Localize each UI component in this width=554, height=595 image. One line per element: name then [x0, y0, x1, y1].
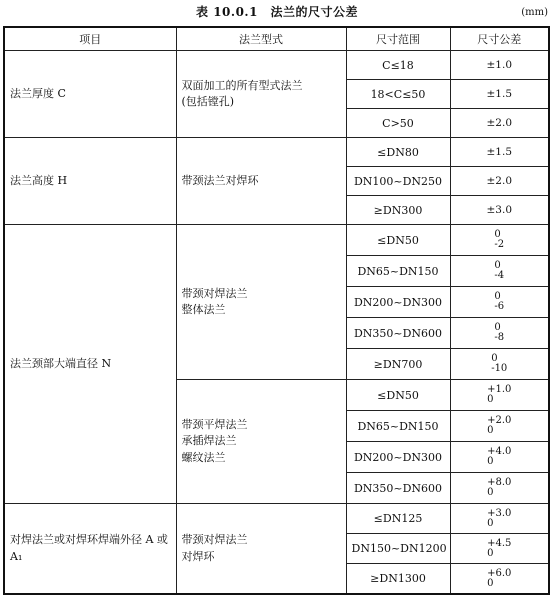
lower-deviation: -6 [494, 301, 505, 312]
flange-type-cell [176, 51, 346, 138]
tolerance-cell [450, 349, 549, 380]
lower-deviation: 0 [487, 456, 494, 467]
tolerance-value: ±2.0 [486, 175, 512, 187]
tolerance-cell [450, 442, 549, 473]
size-range-cell: ≥DN1300 [346, 564, 450, 595]
tolerance-stack [487, 478, 511, 498]
header-item: 项目 [4, 27, 176, 51]
table-row [4, 504, 549, 534]
tolerance-stack [491, 354, 507, 374]
size-range-cell: DN65~DN150 [346, 256, 450, 287]
tolerance-cell [450, 80, 549, 109]
flange-type-line: 带颈对焊法兰 [181, 533, 248, 546]
size-range-cell: DN350~DN600 [346, 318, 450, 349]
table-body [4, 51, 549, 595]
header-flange-type: 法兰型式 [176, 27, 346, 51]
tolerance-cell [450, 318, 549, 349]
item-cell: 法兰颈部大端直径 N [4, 225, 176, 504]
lower-deviation: 0 [487, 547, 494, 559]
table-row [4, 138, 549, 167]
tolerance-cell [450, 534, 549, 564]
tolerance-value: ±2.0 [486, 117, 512, 129]
lower-deviation: -10 [491, 363, 508, 374]
tolerance-value: ±1.0 [486, 59, 512, 71]
flange-type-line: 带颈法兰对焊环 [181, 173, 259, 187]
tolerance-cell [450, 167, 549, 196]
upper-deviation: 0 [494, 260, 501, 271]
flange-type-line: 双面加工的所有型式法兰 [181, 78, 303, 92]
tolerance-stack [494, 292, 504, 312]
upper-deviation: +1.0 [487, 384, 512, 395]
lower-deviation: 0 [487, 425, 494, 436]
lower-deviation: -2 [494, 239, 505, 250]
tolerance-stack [494, 230, 504, 250]
upper-deviation: 0 [494, 322, 501, 333]
flange-type-line: 承插焊法兰 [181, 434, 237, 448]
table-title: 表 10.0.1 法兰的尺寸公差 [196, 5, 358, 19]
size-range-cell: DN350~DN600 [346, 473, 450, 504]
tolerance-value: ±3.0 [486, 204, 512, 216]
tolerance-stack [494, 261, 504, 281]
upper-deviation: 0 [494, 229, 501, 240]
size-range-cell: 18<C≤50 [346, 80, 450, 109]
tolerance-value: ±1.5 [486, 88, 512, 100]
tolerance-cell [450, 196, 549, 225]
lower-deviation: 0 [487, 517, 494, 529]
size-range-cell: ≥DN300 [346, 196, 450, 225]
size-range-cell: DN100~DN250 [346, 167, 450, 196]
flange-type-line: 带颈对焊法兰 [181, 286, 248, 300]
size-range-cell: ≤DN50 [346, 225, 450, 256]
flange-type-cell [176, 504, 346, 595]
flange-type-cell [176, 225, 346, 380]
header-row [4, 27, 549, 51]
header-size-range: 尺寸范围 [346, 27, 450, 51]
flange-type-cell [176, 380, 346, 504]
tolerance-cell [450, 504, 549, 534]
tolerance-stack [487, 416, 511, 436]
tolerance-cell [450, 287, 549, 318]
upper-deviation: 0 [494, 291, 501, 302]
size-range-cell: ≤DN50 [346, 380, 450, 411]
item-cell: 法兰厚度 C [4, 51, 176, 138]
item-cell: 对焊法兰或对焊环焊端外径 A 或 A₁ [4, 504, 176, 595]
tolerance-cell [450, 564, 549, 595]
upper-deviation: +4.5 [487, 537, 512, 549]
upper-deviation: +6.0 [487, 567, 512, 579]
tolerance-cell [450, 51, 549, 80]
tolerance-cell [450, 138, 549, 167]
lower-deviation: -4 [494, 270, 505, 281]
flange-type-line: (包括镗孔) [181, 95, 235, 108]
tolerance-stack [487, 447, 511, 467]
tolerance-table [3, 26, 550, 595]
lower-deviation: 0 [487, 577, 494, 589]
tolerance-stack [487, 539, 511, 559]
size-range-cell: ≥DN700 [346, 349, 450, 380]
tolerance-cell [450, 380, 549, 411]
table-row [4, 51, 549, 80]
unit-label: (mm) [521, 7, 548, 18]
header-tolerance: 尺寸公差 [450, 27, 549, 51]
size-range-cell: ≤DN80 [346, 138, 450, 167]
size-range-cell: DN65~DN150 [346, 411, 450, 442]
flange-type-line: 对焊环 [181, 549, 215, 563]
flange-type-line: 螺纹法兰 [181, 450, 226, 464]
size-range-cell: ≤DN125 [346, 504, 450, 534]
size-range-cell: DN150~DN1200 [346, 534, 450, 564]
upper-deviation: +4.0 [487, 446, 512, 457]
lower-deviation: 0 [487, 394, 494, 405]
lower-deviation: -8 [494, 332, 505, 343]
upper-deviation: 0 [491, 353, 498, 364]
tolerance-cell [450, 256, 549, 287]
tolerance-cell [450, 411, 549, 442]
upper-deviation: +3.0 [487, 507, 512, 519]
tolerance-cell [450, 109, 549, 138]
tolerance-cell [450, 473, 549, 504]
size-range-cell: C>50 [346, 109, 450, 138]
tolerance-stack [494, 323, 504, 343]
item-cell: 法兰高度 H [4, 138, 176, 225]
table-row [4, 225, 549, 256]
tolerance-cell [450, 225, 549, 256]
size-range-cell: C≤18 [346, 51, 450, 80]
tolerance-stack [487, 385, 511, 405]
flange-type-cell [176, 138, 346, 225]
size-range-cell: DN200~DN300 [346, 442, 450, 473]
flange-type-line: 整体法兰 [181, 303, 226, 316]
tolerance-stack [487, 509, 511, 529]
lower-deviation: 0 [487, 487, 494, 498]
upper-deviation: +2.0 [487, 415, 512, 426]
upper-deviation: +8.0 [487, 477, 512, 488]
size-range-cell: DN200~DN300 [346, 287, 450, 318]
flange-type-line: 带颈平焊法兰 [181, 417, 248, 431]
tolerance-value: ±1.5 [486, 146, 512, 158]
